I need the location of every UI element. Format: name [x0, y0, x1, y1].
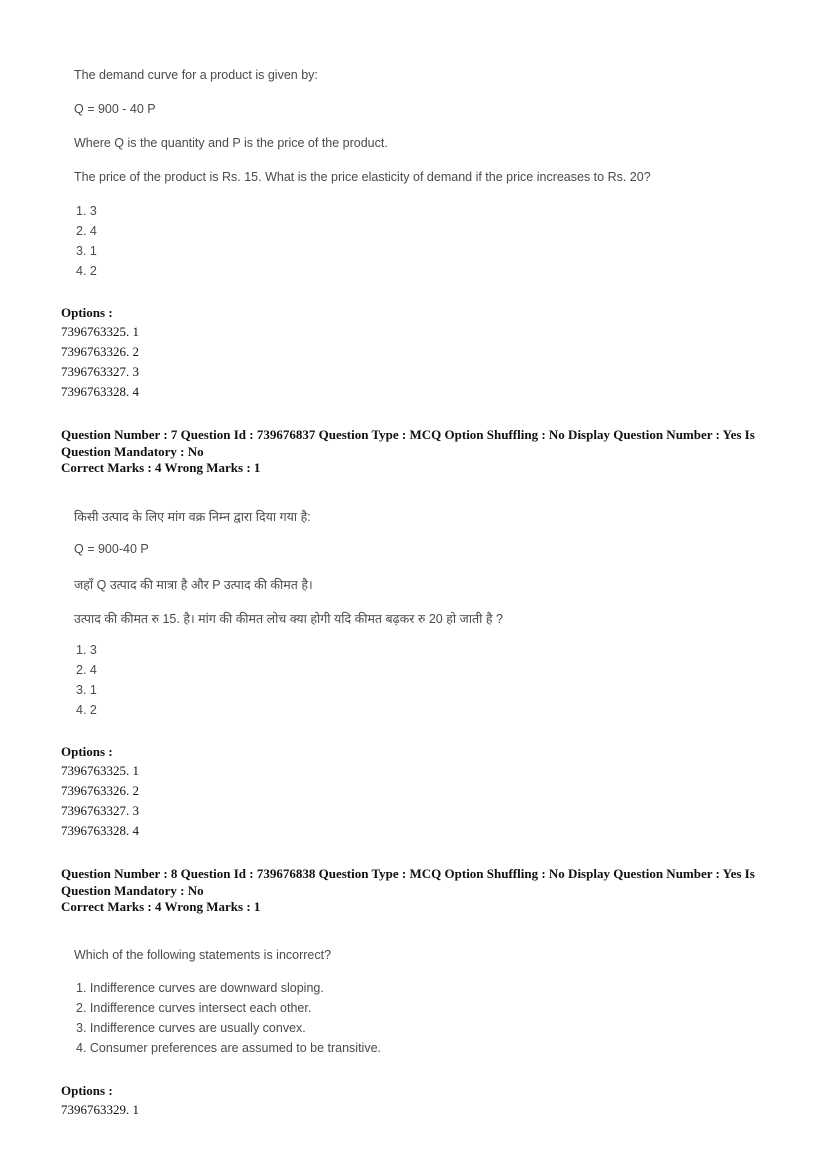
option-id-item: 7396763329. 1 — [61, 1102, 139, 1117]
options-heading: Options : — [61, 305, 113, 320]
option-id-item: 7396763328. 4 — [61, 823, 139, 838]
question-8-image — [74, 948, 774, 1063]
choice-item: 1. 3 — [76, 204, 97, 218]
option-id-item: 7396763326. 2 — [61, 783, 139, 798]
choice-item: 2. Indifference curves intersect each other. — [76, 1001, 312, 1015]
choice-item: 3. Indifference curves are usually convex. — [76, 1021, 306, 1035]
question-text-line: Which of the following statements is incorrect? — [74, 948, 332, 962]
option-id-item: 7396763327. 3 — [61, 364, 139, 379]
choice-item: 1. Indifference curves are downward sloping. — [76, 981, 324, 995]
option-id-item: 7396763327. 3 — [61, 803, 139, 818]
question-meta — [61, 427, 779, 477]
choice-item: 4. Consumer preferences are assumed to be transitive. — [76, 1041, 382, 1055]
marks-line: Correct Marks : 4 Wrong Marks : 1 — [61, 899, 261, 914]
choice-item: 2. 4 — [76, 663, 97, 677]
question-meta-line: Question Number : 7 Question Id : 739676837 Question Type : MCQ Option Shuffling : No Display Question Number : Yes Is Question Mandatory : No — [61, 427, 759, 459]
question-text-line: किसी उत्पाद के लिए मांग वक्र निम्न द्वारा दिया गया है: — [74, 510, 311, 524]
question-text-line: Where Q is the quantity and P is the price of the product. — [74, 136, 388, 150]
question-6-image — [74, 68, 774, 283]
question-equation: Q = 900-40 P — [74, 542, 149, 556]
question-text-line: जहाँ Q उत्पाद की मात्रा है और P उत्पाद की कीमत है। — [74, 578, 313, 592]
question-meta — [61, 866, 779, 916]
question-equation: Q = 900 - 40 P — [74, 102, 156, 116]
choice-item: 3. 1 — [76, 683, 97, 697]
question-7-image — [74, 508, 774, 723]
choice-item: 4. 2 — [76, 703, 97, 717]
choice-item: 3. 1 — [76, 244, 97, 258]
choice-item: 4. 2 — [76, 264, 97, 278]
choice-item: 1. 3 — [76, 643, 97, 657]
option-id-item: 7396763325. 1 — [61, 763, 139, 778]
options-heading: Options : — [61, 744, 113, 759]
options-heading: Options : — [61, 1083, 113, 1098]
question-text-line: The demand curve for a product is given by: — [74, 68, 318, 82]
question-meta-line: Question Number : 8 Question Id : 739676838 Question Type : MCQ Option Shuffling : No Display Question Number : Yes Is Question Mandatory : No — [61, 866, 759, 898]
choice-item: 2. 4 — [76, 224, 97, 238]
question-text-line: The price of the product is Rs. 15. What is the price elasticity of demand if the price increases to Rs. 20? — [74, 170, 651, 184]
option-id-item: 7396763325. 1 — [61, 324, 139, 339]
option-id-item: 7396763328. 4 — [61, 384, 139, 399]
option-id-item: 7396763326. 2 — [61, 344, 139, 359]
marks-line: Correct Marks : 4 Wrong Marks : 1 — [61, 460, 261, 475]
question-text-line: उत्पाद की कीमत रु 15. है। मांग की कीमत लोच क्या होगी यदि कीमत बढ़कर रु 20 हो जाती है ? — [74, 612, 503, 626]
